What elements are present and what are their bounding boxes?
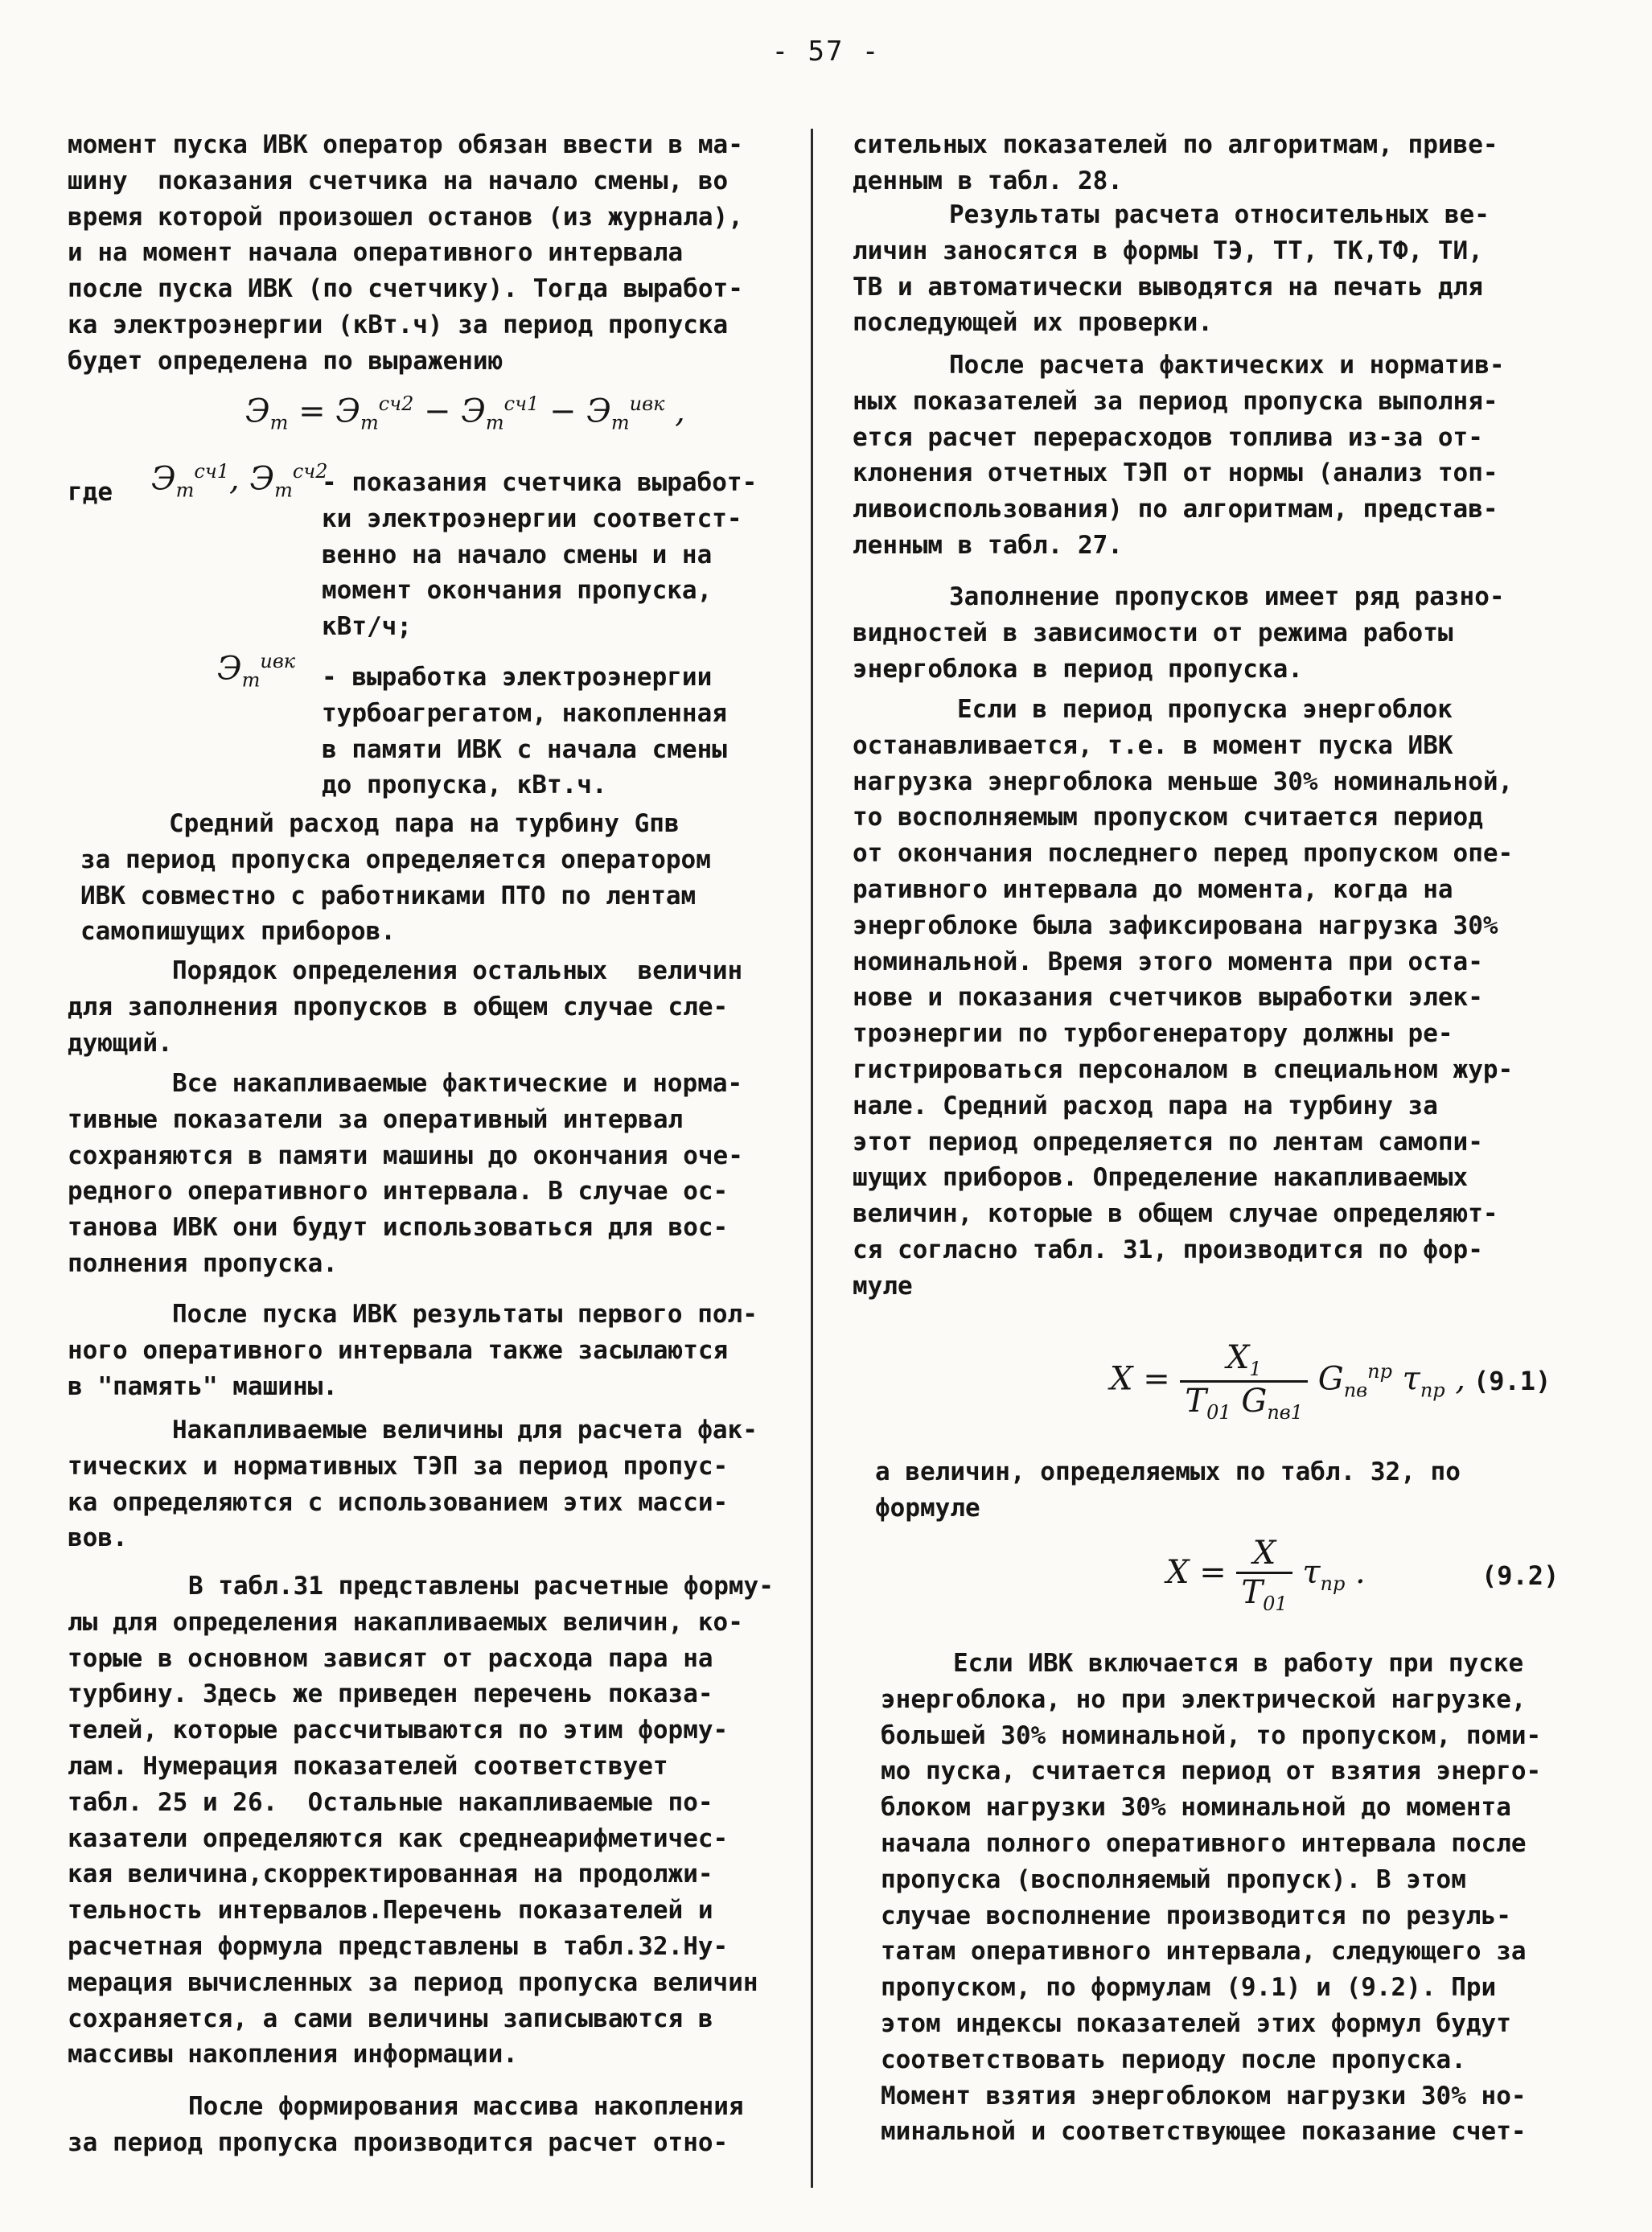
text-line: ТВ и автоматически выводятся на печать для xyxy=(853,272,1483,302)
text-line: муле xyxy=(853,1271,913,1301)
text-line: этом индексы показателей этих формул будут xyxy=(881,2008,1511,2038)
text-line: останавливается, т.е. в момент пуска ИВК xyxy=(853,730,1453,760)
page-number: - 57 - xyxy=(771,35,881,68)
text-line: нале. Средний расход пара на турбину за xyxy=(853,1091,1438,1120)
text-line: редного оперативного интервала. В случае ос- xyxy=(68,1177,729,1206)
text-line: Средний расход пара на турбину Gпв xyxy=(169,809,680,838)
left-block-1 xyxy=(68,127,743,380)
text-line: Все накапливаемые фактические и норма- xyxy=(172,1069,743,1098)
text-line: от окончания последнего перед пропуском опе- xyxy=(853,839,1514,869)
text-line: ративного интервала до момента, когда на xyxy=(853,874,1453,904)
text-line: Накапливаемые величины для расчета фак- xyxy=(172,1416,758,1445)
text-line: момент пуска ИВК оператор обязан ввести в ма- xyxy=(68,130,743,159)
right-block-3 xyxy=(853,347,1505,564)
text-line: соответствовать периоду после пропуска. xyxy=(881,2045,1466,2074)
equation-number-9-1: (9.1) xyxy=(1473,1366,1551,1396)
right-block-6 xyxy=(875,1454,1461,1527)
text-line: а величин, определяемых по табл. 32, по xyxy=(875,1457,1461,1486)
text-line: турбину. Здесь же приведен перечень показа- xyxy=(68,1679,713,1709)
text-line: сохраняется, а сами величины записываются в xyxy=(68,2004,713,2033)
text-line: мерация вычисленных за период пропуска величин xyxy=(68,1967,758,1997)
text-line: Момент взятия энергоблоком нагрузки 30% но- xyxy=(881,2081,1527,2111)
text-line: торые в основном зависят от расхода пара на xyxy=(68,1643,713,1673)
formula-9-2: X = $\frac{X}{T_{01}}$ $\tau_{пр}$ . xyxy=(1166,1535,1366,1615)
text-line: денным в табл. 28. xyxy=(853,166,1123,195)
text-line: и на момент начала оперативного интервала xyxy=(68,238,684,268)
left-block-6 xyxy=(68,1412,758,1556)
text-line: шущих приборов. Определение накапливаемых xyxy=(853,1163,1469,1193)
text-line: за период пропуска определяется оператором xyxy=(80,845,711,874)
text-line: нове и показания счетчиков выработки элек- xyxy=(853,983,1483,1013)
text-line: табл. 25 и 26. Остальные накапливаемые по- xyxy=(68,1787,713,1817)
text-line: энергоблока в период пропуска. xyxy=(853,654,1303,684)
text-line: сительных показателей по алгоритмам, приве- xyxy=(853,130,1498,159)
text-line: Заполнение пропусков имеет ряд разно- xyxy=(949,582,1505,611)
text-line: момент окончания пропуска, xyxy=(322,576,713,606)
left-block-5 xyxy=(68,1297,758,1404)
text-line: за период пропуска производится расчет отно- xyxy=(68,2127,729,2157)
text-line: энергоблока, но при электрической нагрузке, xyxy=(881,1684,1527,1714)
text-line: После расчета фактических и норматив- xyxy=(949,351,1505,380)
text-line: тивные показатели за оперативный интервал xyxy=(68,1104,684,1134)
text-line: дующий. xyxy=(68,1028,173,1058)
text-line: этот период определяется по лентам самопи- xyxy=(853,1127,1483,1157)
text-line: ка определяются с использованием этих масси- xyxy=(68,1487,729,1517)
text-line: венно на начало смены и на xyxy=(322,540,713,569)
text-line: личин заносятся в формы ТЭ, ТТ, ТК,ТФ, ТИ, xyxy=(853,236,1483,265)
text-line: кВт/ч; xyxy=(322,612,412,642)
text-line: нагрузка энергоблока меньше 30% номинальной, xyxy=(853,767,1514,796)
text-line: массивы накопления информации. xyxy=(68,2040,518,2070)
text-line: величин, которые в общем случае определяют- xyxy=(853,1199,1498,1229)
text-line: минальной и соответствующее показание счет- xyxy=(881,2117,1527,2147)
text-line: ленным в табл. 27. xyxy=(853,530,1123,560)
where-label: где xyxy=(68,478,113,507)
text-line: до пропуска, кВт.ч. xyxy=(322,771,607,800)
text-line: ИВК совместно с работниками ПТО по лентам xyxy=(80,881,697,910)
text-line: ся согласно табл. 31, производится по фор- xyxy=(853,1235,1483,1264)
text-line: будет определена по выражению xyxy=(68,346,503,376)
formula-9-1: X = $\frac{X_1}{T_{01} G_{пв1}}$ $G_{пв}^{пр}$ $\tau_{пр}$ , xyxy=(1110,1339,1466,1424)
left-block-4 xyxy=(68,1066,743,1282)
definition-meter-readings xyxy=(322,465,757,645)
definition-ivk-output xyxy=(322,660,727,804)
text-line: лам. Нумерация показателей соответствует xyxy=(68,1751,668,1781)
text-line: формуле xyxy=(875,1493,980,1523)
text-line: телей, которые рассчитываются по этим форму- xyxy=(68,1716,729,1745)
text-line: расчетная формула представлены в табл.32.Ну- xyxy=(68,1931,729,1961)
text-line: ки электроэнергии соответст- xyxy=(322,504,742,533)
right-block-5 xyxy=(853,692,1513,1305)
text-line: начала полного оперативного интервала после xyxy=(881,1828,1527,1858)
text-line: - выработка электроэнергии xyxy=(322,663,713,692)
formula-energy-output: $Э_т = Э_т^{сч2} - Э_т^{сч1} - Э_т^{ивк}$ , xyxy=(245,393,685,434)
text-line: танова ИВК они будут использоваться для вос- xyxy=(68,1213,729,1243)
text-line: В табл.31 представлены расчетные форму- xyxy=(188,1572,774,1601)
left-block-8 xyxy=(68,2089,744,2161)
text-line: энергоблоке была зафиксирована нагрузка 30% xyxy=(853,910,1498,940)
text-line: в "память" машины. xyxy=(68,1371,338,1401)
text-line: номинальной. Время этого момента при оста- xyxy=(853,947,1483,976)
text-line: большей 30% номинальной, то пропуском, поми- xyxy=(881,1720,1542,1750)
text-line: тельность интервалов.Перечень показателей и xyxy=(68,1896,713,1926)
text-line: - показания счетчика выработ- xyxy=(322,468,758,497)
text-line: ного оперативного интервала также засылаются xyxy=(68,1335,729,1365)
right-block-1 xyxy=(853,127,1498,199)
text-line: ется расчет перерасходов топлива из-за от- xyxy=(853,422,1483,452)
text-line: мо пуска, считается период от взятия энерго- xyxy=(881,1757,1542,1786)
text-line: троэнергии по турбогенератору должны ре- xyxy=(853,1019,1453,1049)
text-line: После формирования массива накопления xyxy=(188,2092,744,2121)
text-line: последующей их проверки. xyxy=(853,308,1213,338)
text-line: в памяти ИВК с начала смены xyxy=(322,734,727,764)
where-symbol-ivk: $Э_т^{ивк}$ xyxy=(217,650,296,692)
right-block-4 xyxy=(853,579,1505,687)
text-line: казатели определяются как среднеарифметичес- xyxy=(68,1823,729,1853)
text-line: гистрироваться персоналом в специальном жур- xyxy=(853,1054,1514,1084)
text-line: пропуском, по формулам (9.1) и (9.2). При xyxy=(881,1973,1497,2003)
text-line: Порядок определения остальных величин xyxy=(172,956,743,985)
text-line: Если ИВК включается в работу при пуске xyxy=(953,1649,1524,1678)
text-line: сохраняются в памяти машины до окончания оче- xyxy=(68,1141,743,1170)
equation-number-9-2: (9.2) xyxy=(1481,1560,1560,1591)
text-line: шину показания счетчика на начало смены, во xyxy=(68,166,729,195)
text-line: вов. xyxy=(68,1523,128,1553)
text-line: лы для определения накапливаемых величин, ко- xyxy=(68,1607,743,1637)
text-line: ливоиспользования) по алгоритмам, представ- xyxy=(853,495,1498,524)
text-line: после пуска ИВК (по счетчику). Тогда выработ- xyxy=(68,274,743,304)
column-divider xyxy=(811,129,813,2188)
text-line: время которой произошел останов (из журнала), xyxy=(68,202,743,232)
text-line: случае восполнение производится по резуль- xyxy=(881,1901,1511,1930)
text-line: кая величина,скорректированная на продолжи- xyxy=(68,1860,713,1889)
text-line: полнения пропуска. xyxy=(68,1248,338,1278)
text-line: клонения отчетных ТЭП от нормы (анализ топ- xyxy=(853,458,1498,488)
right-block-2 xyxy=(853,197,1490,341)
text-line: турбоагрегатом, накопленная xyxy=(322,698,727,728)
text-line: ка электроэнергии (кВт.ч) за период пропуска xyxy=(68,310,729,339)
text-line: блоком нагрузки 30% номинальной до момента xyxy=(881,1793,1511,1823)
text-line: то восполняемым пропуском считается период xyxy=(853,803,1483,832)
text-line: После пуска ИВК результаты первого пол- xyxy=(172,1300,758,1329)
text-line: Результаты расчета относительных ве- xyxy=(949,200,1490,229)
left-block-3 xyxy=(68,953,742,1061)
text-line: тических и нормативных ТЭП за период пропус- xyxy=(68,1451,729,1481)
left-block-7 xyxy=(68,1568,774,2073)
text-line: ных показателей за период пропуска выполня- xyxy=(853,386,1498,416)
text-line: самопишущих приборов. xyxy=(80,917,396,947)
right-block-7 xyxy=(881,1646,1541,2150)
where-symbols: $Э_т^{сч1}$, $Э_т^{сч2}$ xyxy=(151,460,328,502)
text-line: татам оперативного интервала, следующего за xyxy=(881,1937,1527,1967)
text-line: пропуска (восполняемый пропуск). В этом xyxy=(881,1864,1466,1894)
text-line: видностей в зависимости от режима работы xyxy=(853,618,1453,647)
left-block-2 xyxy=(80,806,711,950)
text-line: для заполнения пропусков в общем случае сле- xyxy=(68,992,729,1021)
text-line: Если в период пропуска энергоблок xyxy=(957,695,1453,724)
